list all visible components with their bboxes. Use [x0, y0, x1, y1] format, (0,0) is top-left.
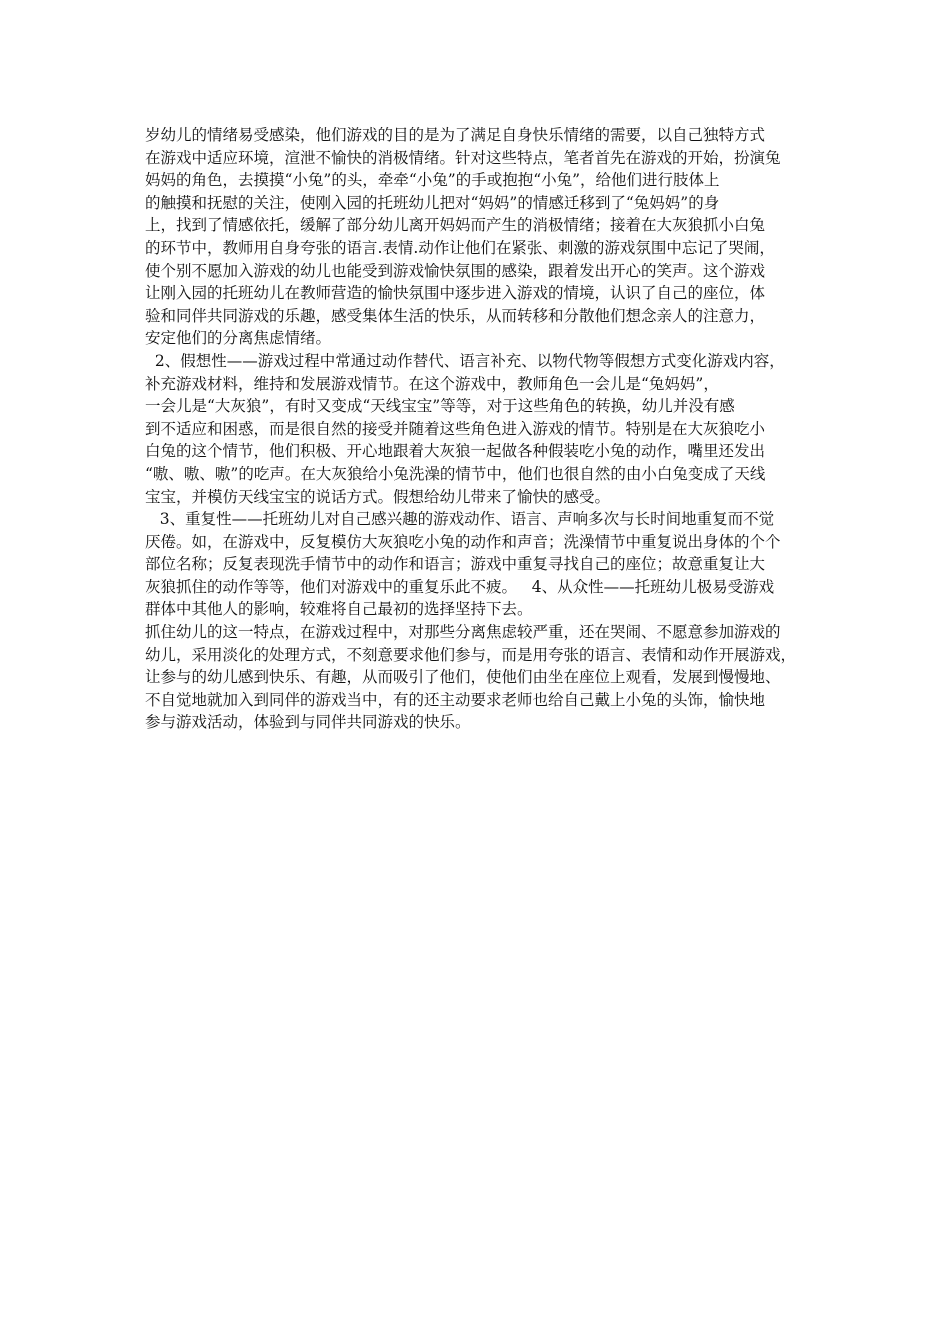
text-line: 妈妈的角色，去摸摸“小兔”的头，牵牵“小兔”的手或抱抱“小兔”，给他们进行肢体上: [145, 171, 720, 190]
text-line: 参与游戏活动，体验到与同伴共同游戏的快乐。: [145, 713, 471, 732]
text-line: 上，找到了情感依托，缓解了部分幼儿离开妈妈而产生的消极情绪；接着在大灰狼抓小白兔: [145, 216, 766, 235]
text-line: 的环节中，教师用自身夸张的语言.表情.动作让他们在紧张、刺激的游戏氛围中忘记了哭闹，: [145, 238, 775, 257]
text-line: 幼儿，采用淡化的处理方式，不刻意要求他们参与，而是用夸张的语言、表情和动作开展游戏，: [145, 645, 797, 664]
text-line: 验和同伴共同游戏的乐趣，感受集体生活的快乐，从而转移和分散他们想念亲人的注意力，: [145, 306, 766, 325]
text-line: 岁幼儿的情绪易受感染，他们游戏的目的是为了满足自身快乐情绪的需要，以自己独特方式: [145, 126, 766, 144]
text-line: 让参与的幼儿感到快乐、有趣，从而吸引了他们，使他们由坐在座位上观看，发展到慢慢地、: [145, 668, 781, 687]
text-line: 使个别不愿加入游戏的幼儿也能受到游戏愉快氛围的感染，跟着发出开心的笑声。这个游戏: [145, 261, 766, 280]
text-line: 一会儿是“大灰狼”，有时又变成“天线宝宝”等等，对于这些角色的转换，幼儿并没有感: [145, 397, 735, 416]
text-line: 3、重复性——托班幼儿对自己感兴趣的游戏动作、语言、声响多次与长时间地重复而不觉: [145, 510, 775, 529]
text-line: 厌倦。如，在游戏中，反复模仿大灰狼吃小兔的动作和声音；洗澡情节中重复说出身体的个个: [145, 532, 781, 551]
text-line: 安定他们的分离焦虑情绪。: [145, 329, 332, 348]
text-line: 到不适应和困惑，而是很自然的接受并随着这些角色进入游戏的情节。特别是在大灰狼吃小: [145, 419, 766, 438]
text-line: 的触摸和抚慰的关注，使刚入园的托班幼儿把对“妈妈”的情感迁移到了“兔妈妈”的身: [145, 193, 720, 212]
text-line: 宝宝，并模仿天线宝宝的说话方式。假想给幼儿带来了愉快的感受。: [145, 487, 611, 506]
text-line: 2、假想性——游戏过程中常通过动作替代、语言补充、以物代物等假想方式变化游戏内容，: [145, 351, 785, 370]
text-line: 灰狼抓住的动作等等，他们对游戏中的重复乐此不疲。 4、从众性——托班幼儿极易受游戏: [145, 577, 775, 596]
text-line: 抓住幼儿的这一特点，在游戏过程中，对那些分离焦虑较严重，还在哭闹、不愿意参加游戏的: [145, 623, 781, 642]
document-body: [145, 124, 825, 734]
text-line: 白兔的这个情节，他们积极、开心地跟着大灰狼一起做各种假装吃小兔的动作，嘴里还发出: [145, 442, 766, 461]
text-line: 不自觉地就加入到同伴的游戏当中，有的还主动要求老师也给自己戴上小兔的头饰，愉快地: [145, 690, 766, 709]
text-line: 在游戏中适应环境，渲泄不愉快的消极情绪。针对这些特点，笔者首先在游戏的开始，扮演兔: [145, 148, 781, 167]
text-line: 补充游戏材料，维持和发展游戏情节。在这个游戏中，教师角色一会儿是“兔妈妈”，: [145, 374, 719, 393]
text-line: 让刚入园的托班幼儿在教师营造的愉快氛围中逐步进入游戏的情境，认识了自己的座位，体: [145, 284, 766, 303]
text-line: 部位名称；反复表现洗手情节中的动作和语言；游戏中重复寻找自己的座位；故意重复让大: [145, 555, 766, 574]
text-line: “嗷、嗷、嗷”的吃声。在大灰狼给小兔洗澡的情节中，他们也很自然的由小白兔变成了天线: [145, 464, 766, 483]
text-line: 群体中其他人的影响，较难将自己最初的选择坚持下去。: [145, 600, 533, 619]
